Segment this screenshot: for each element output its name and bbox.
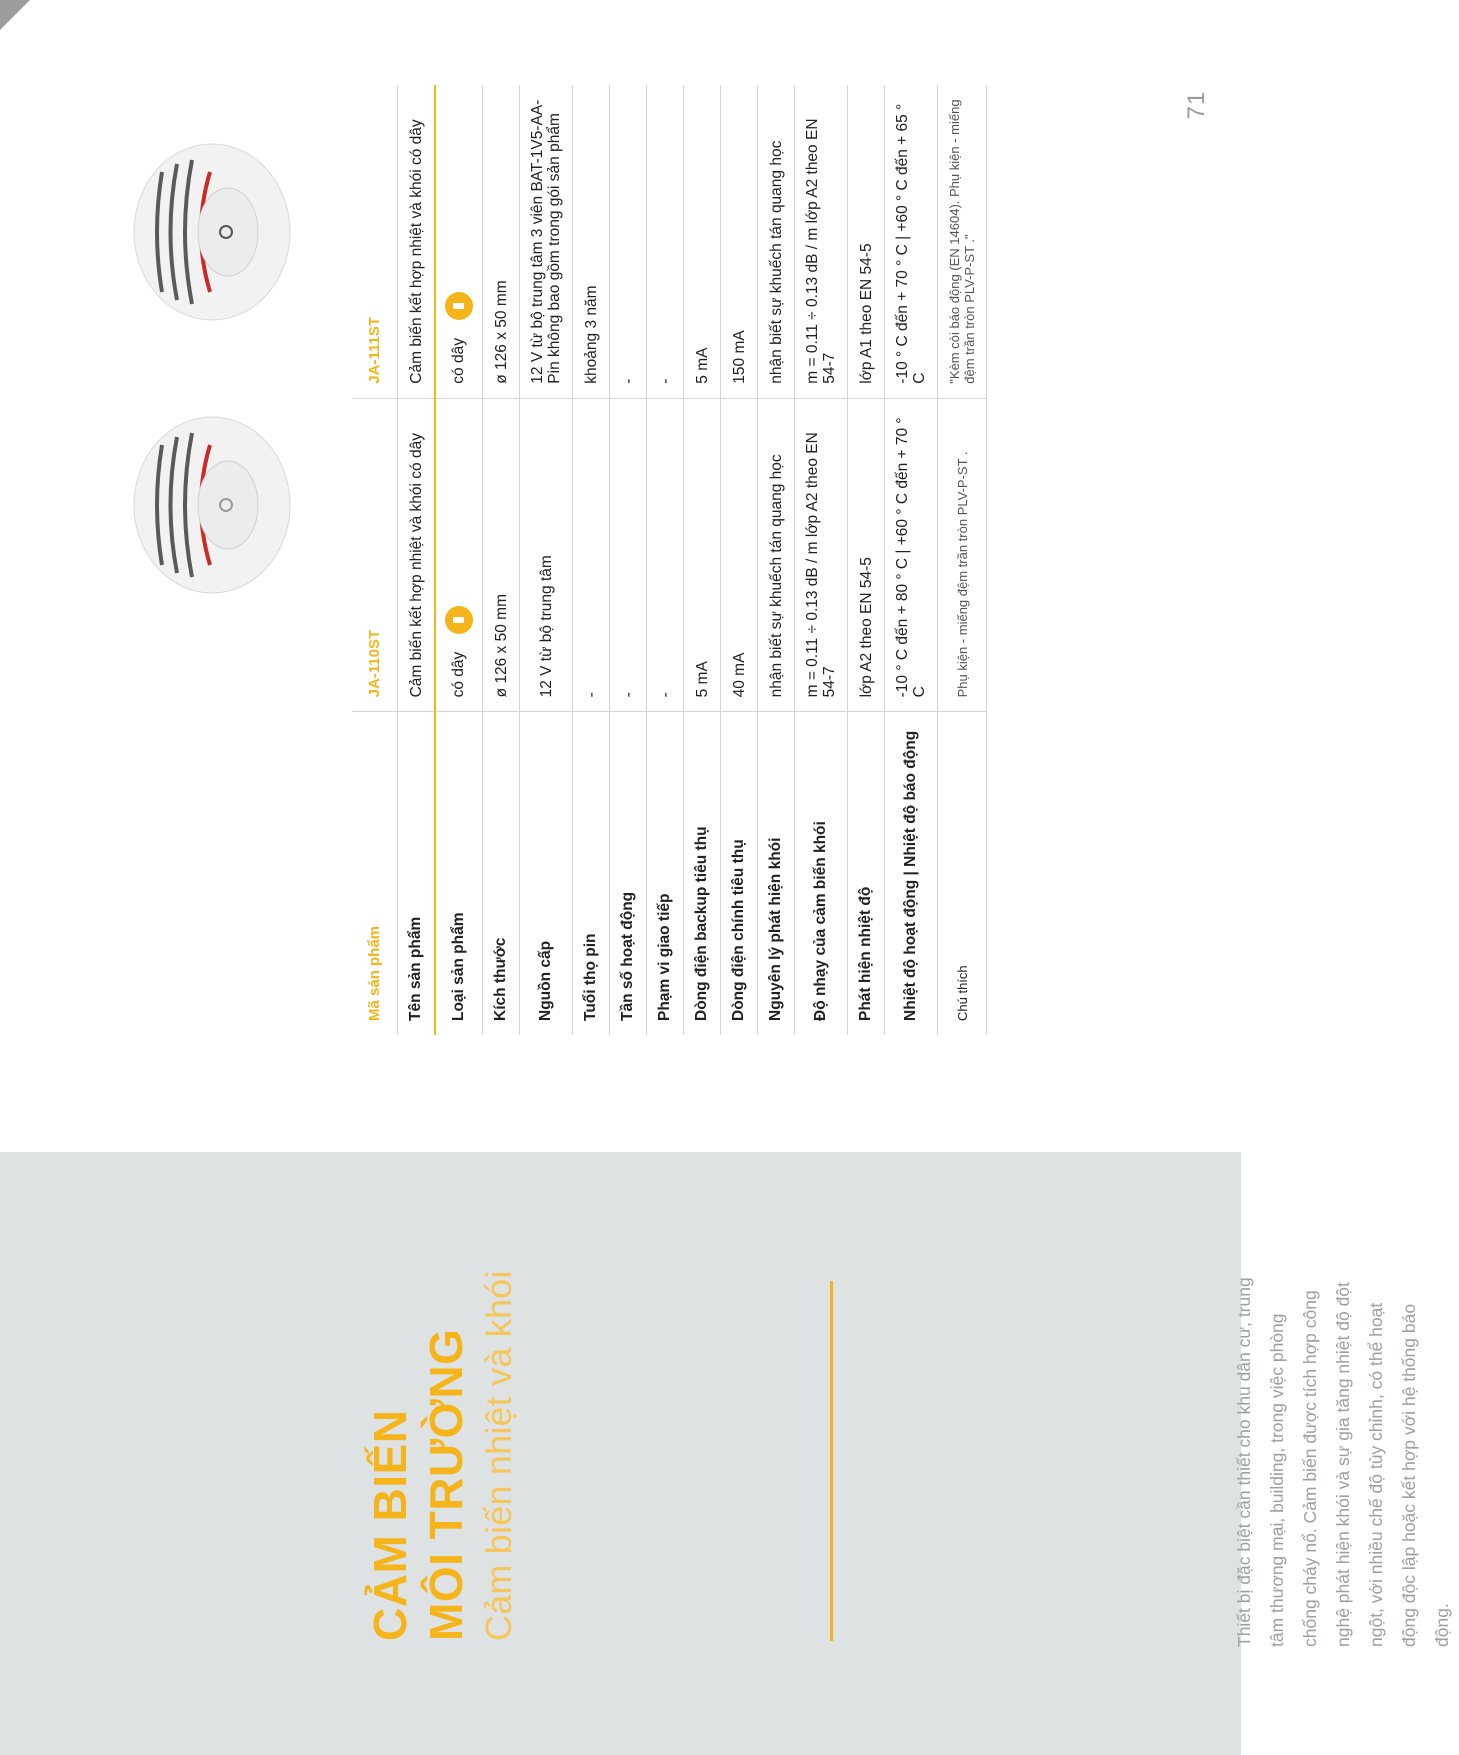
row-label: Tuổi thọ pin <box>573 712 610 1035</box>
row-label: Kích thước <box>483 712 520 1035</box>
row-label: Nguồn cấp <box>520 712 573 1035</box>
table-row <box>758 85 795 1035</box>
row-col2: - <box>647 85 684 398</box>
header-col1: JA-110ST <box>352 398 398 712</box>
row-col2: "Kèm còi báo động (EN 14604). Phụ kiện - miếng đệm trần tròn PLV-P-ST ." <box>938 85 987 398</box>
row-col1: 5 mA <box>684 398 721 712</box>
row-col2: ø 126 x 50 mm <box>483 85 520 398</box>
row-col2: 150 mA <box>721 85 758 398</box>
row-col1: ø 126 x 50 mm <box>483 398 520 712</box>
table-row <box>795 85 848 1035</box>
row-col1: 12 V từ bộ trung tâm <box>520 398 573 712</box>
row-label: Nhiệt độ hoạt động | Nhiệt độ báo động <box>885 712 938 1035</box>
row-label: Chú thích <box>938 712 987 1035</box>
row-col2: lớp A1 theo EN 54-5 <box>848 85 885 398</box>
row-label: Tên sản phẩm <box>398 712 436 1035</box>
intro-panel <box>0 1152 1452 1755</box>
table-row <box>483 85 520 1035</box>
row-label: Dòng điện chính tiêu thụ <box>721 712 758 1035</box>
table-row <box>848 85 885 1035</box>
row-col2: -10 ° C đến + 70 ° C | +60 ° C đến + 65 ° C <box>885 85 938 398</box>
row-col1: Phụ kiện - miếng đệm trần tròn PLV-P-ST . <box>938 398 987 712</box>
row-col1: lớp A2 theo EN 54-5 <box>848 398 885 712</box>
title-line-2: MÔI TRƯỜNG <box>420 1328 472 1641</box>
row-col2: m = 0.11 ÷ 0.13 dB / m lớp A2 theo EN 54-7 <box>795 85 848 398</box>
table-row <box>684 85 721 1035</box>
header-col2: JA-111ST <box>352 85 398 398</box>
row-col1: nhận biết sự khuếch tán quang học <box>758 398 795 712</box>
row-col2: nhận biết sự khuếch tán quang học <box>758 85 795 398</box>
row-col2: khoảng 3 năm <box>573 85 610 398</box>
row-col1: m = 0.11 ÷ 0.13 dB / m lớp A2 theo EN 54-7 <box>795 398 848 712</box>
table-row <box>610 85 647 1035</box>
row-label: Phạm vi giao tiếp <box>647 712 684 1035</box>
row-col2: 12 V từ bộ trung tâm 3 viên BAT-1V5-AA- Pin không bao gồm trong gói sản phẩm <box>520 85 573 398</box>
table-row <box>520 85 573 1035</box>
battery-icon <box>445 606 473 634</box>
row-col1: -10 ° C đến + 80 ° C | +60 ° C đến + 70 ° C <box>885 398 938 712</box>
table-row <box>573 85 610 1035</box>
row-col2: 5 mA <box>684 85 721 398</box>
row-col1: - <box>610 398 647 712</box>
accent-divider <box>830 1281 833 1641</box>
page-number: 71 <box>1183 90 1210 120</box>
row-col1: Cảm biến kết hợp nhiệt và khói có dây <box>398 398 436 712</box>
description-text: Thiết bị đặc biệt cần thiết cho khu dân cư, trung tâm thương mại, building, trong việc phòng chống cháy nổ. Cảm biến được tích hợp công nghệ phát hiện khói và sự gia tăng nhiệt độ đột ngột, với nhiều chế độ tùy chỉnh, có thể hoạt động độc lập hoặc kết hợp với hệ thống báo động. <box>1234 1277 1452 1647</box>
spec-table <box>352 85 987 1035</box>
row-col2: có dây <box>450 338 468 384</box>
table-row <box>721 85 758 1035</box>
row-col2: - <box>610 85 647 398</box>
row-col1: - <box>647 398 684 712</box>
table-row <box>398 85 436 1035</box>
page-title <box>362 1329 474 1641</box>
row-label: Phát hiện nhiệt độ <box>848 712 885 1035</box>
row-label: Độ nhạy của cảm biến khói <box>795 712 848 1035</box>
header-label: Mã sản phẩm <box>352 712 398 1035</box>
battery-icon <box>445 292 473 320</box>
page-subtitle: Cảm biến nhiệt và khói <box>478 1270 519 1641</box>
row-col1: - <box>573 398 610 712</box>
table-row <box>647 85 684 1035</box>
row-label: Dòng điện backup tiêu thụ <box>684 712 721 1035</box>
row-label: Loại sản phẩm <box>435 712 483 1035</box>
row-col2-cell <box>435 85 483 398</box>
table-row <box>938 85 987 1035</box>
row-label: Tần số hoạt động <box>610 712 647 1035</box>
row-col1: 40 mA <box>721 398 758 712</box>
table-header-row <box>352 85 398 1035</box>
row-col1: có dây <box>450 651 468 698</box>
row-col2: Cảm biến kết hợp nhiệt và khói có dây <box>398 85 436 398</box>
table-row <box>435 85 483 1035</box>
row-col1-cell <box>435 398 483 712</box>
title-line-1: CẢM BIẾN <box>364 1409 416 1641</box>
row-label: Nguyên lý phát hiện khói <box>758 712 795 1035</box>
intro-panel-content <box>0 1152 1452 1755</box>
table-row <box>885 85 938 1035</box>
